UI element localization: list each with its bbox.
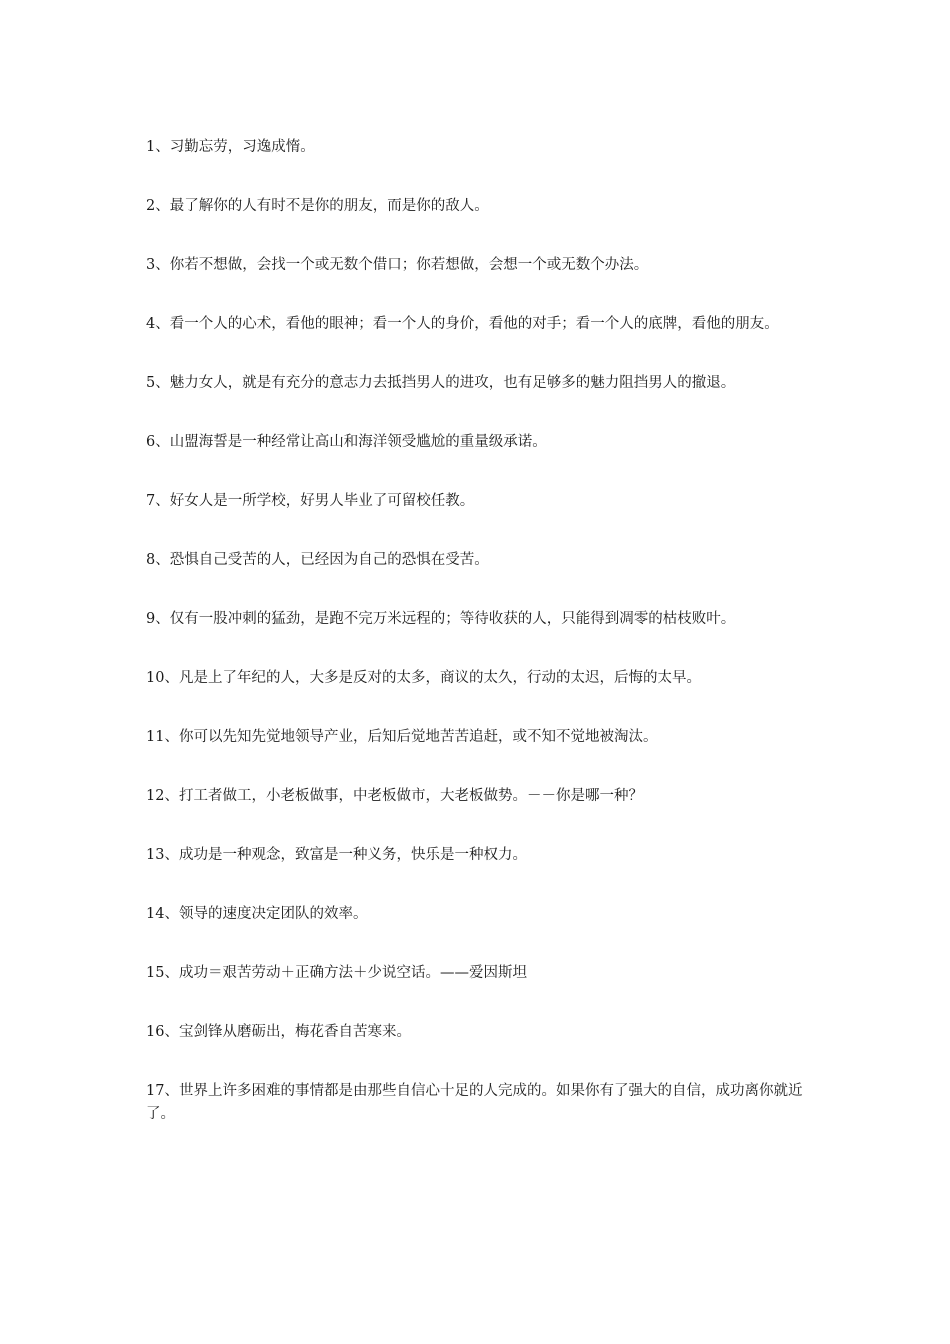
quote-item-14: 14、领导的速度决定团队的效率。 bbox=[146, 906, 368, 922]
quote-item-10: 10、凡是上了年纪的人，大多是反对的太多，商议的太久，行动的太迟，后悔的太早。 bbox=[146, 670, 701, 686]
quote-item-5: 5、魅力女人，就是有充分的意志力去抵挡男人的进攻，也有足够多的魅力阻挡男人的撤退。 bbox=[146, 375, 736, 391]
quote-list bbox=[146, 136, 826, 1126]
quote-item-8: 8、恐惧自己受苦的人，已经因为自己的恐惧在受苦。 bbox=[146, 552, 489, 568]
quote-item-1: 1、习勤忘劳，习逸成惰。 bbox=[146, 139, 315, 155]
quote-item-12: 12、打工者做工，小老板做事，中老板做市，大老板做势。－－你是哪一种？ bbox=[146, 788, 643, 804]
quote-item-15: 15、成功＝艰苦劳动＋正确方法＋少说空话。——爱因斯坦 bbox=[146, 965, 527, 981]
quote-item-9: 9、仅有一股冲刺的猛劲，是跑不完万米远程的；等待收获的人，只能得到凋零的枯枝败叶。 bbox=[146, 611, 736, 627]
quote-item-4: 4、看一个人的心术，看他的眼神；看一个人的身价，看他的对手；看一个人的底牌，看他的朋友。 bbox=[146, 316, 779, 332]
quote-item-2: 2、最了解你的人有时不是你的朋友，而是你的敌人。 bbox=[146, 198, 489, 214]
quote-item-17: 17、世界上许多困难的事情都是由那些自信心十足的人完成的。如果你有了强大的自信，成功离你就近了。 bbox=[146, 1083, 803, 1122]
quote-item-3: 3、你若不想做，会找一个或无数个借口；你若想做，会想一个或无数个办法。 bbox=[146, 257, 649, 273]
quote-item-16: 16、宝剑锋从磨砺出，梅花香自苦寒来。 bbox=[146, 1024, 411, 1040]
quote-item-7: 7、好女人是一所学校，好男人毕业了可留校任教。 bbox=[146, 493, 475, 509]
quote-item-13: 13、成功是一种观念，致富是一种义务，快乐是一种权力。 bbox=[146, 847, 527, 863]
quote-item-11: 11、你可以先知先觉地领导产业，后知后觉地苦苦追赶，或不知不觉地被淘汰。 bbox=[146, 729, 658, 745]
quote-item-6: 6、山盟海誓是一种经常让高山和海洋领受尴尬的重量级承诺。 bbox=[146, 434, 547, 450]
